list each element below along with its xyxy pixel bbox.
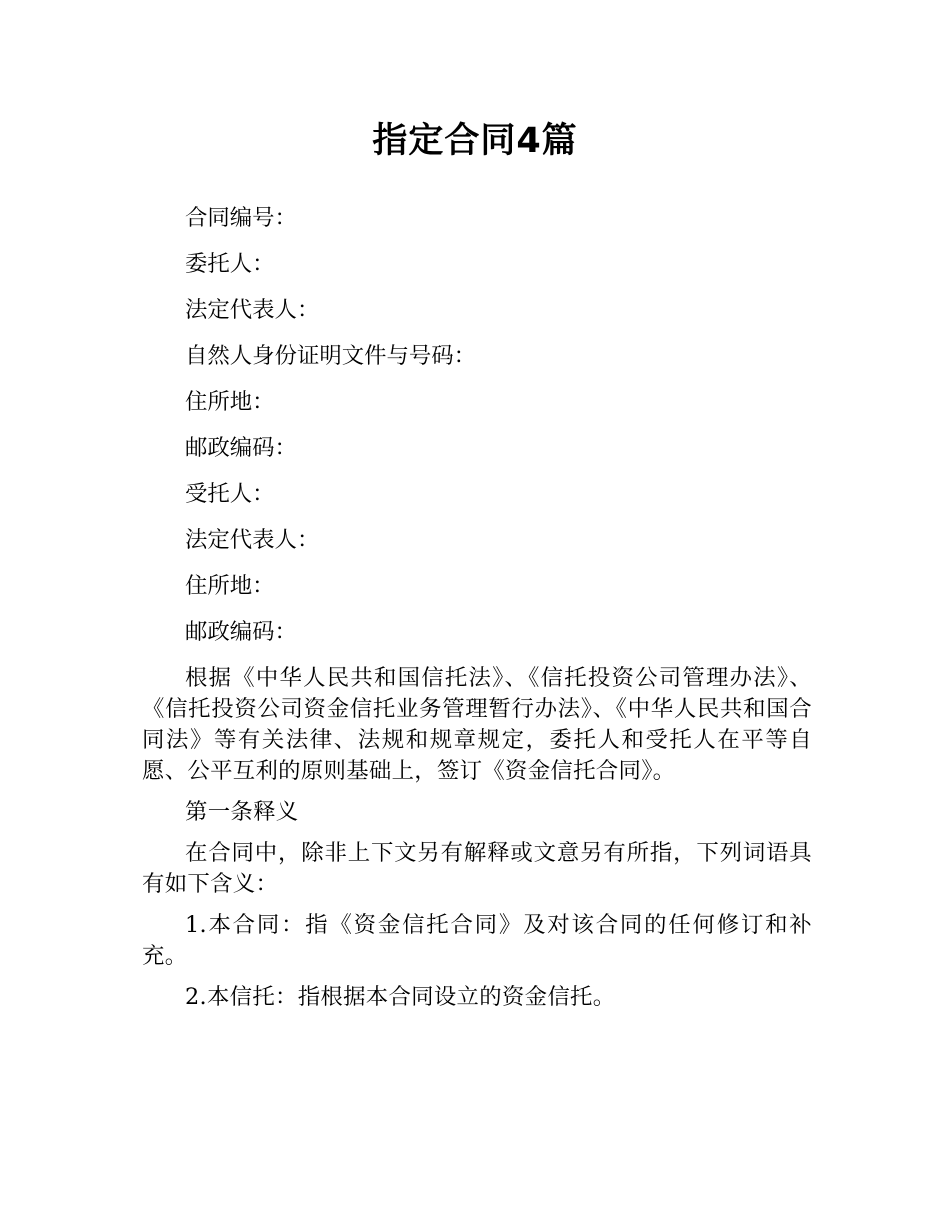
field-trustee-address: 住所地： [185,573,275,599]
definition-item: 2.本信托：指根据本合同设立的资金信托。 [185,984,616,1010]
field-principal: 委托人： [185,251,275,277]
preamble-paragraph: 根据《中华人民共和国信托法》、《信托投资公司管理办法》、《信托投资公司资金信托业务管理暂行办法》、《中华人民共和国合同法》等有关法律、法规和规章规定，委托人和受托人在平等自愿、公平互利的原则基础上，签订《资金信托合同》。 [142,665,812,784]
field-principal-postcode: 邮政编码： [185,435,297,461]
article-heading: 第一条释义 [185,799,299,825]
article-intro-paragraph: 在合同中，除非上下文另有解释或文意另有所指，下列词语具有如下含义： [142,840,812,897]
field-trustee-postcode: 邮政编码： [185,619,297,645]
field-contract-number: 合同编号： [185,205,297,231]
field-trustee: 受托人： [185,481,275,507]
definition-item: 1.本合同：指《资金信托合同》及对该合同的任何修订和补充。 [142,912,812,969]
field-principal-id-document: 自然人身份证明文件与号码： [185,343,477,369]
field-trustee-legal-representative: 法定代表人： [185,527,320,553]
document-title: 指定合同4篇 [372,121,578,161]
field-principal-legal-representative: 法定代表人： [185,297,320,323]
field-principal-address: 住所地： [185,389,275,415]
document-body [142,203,812,1023]
